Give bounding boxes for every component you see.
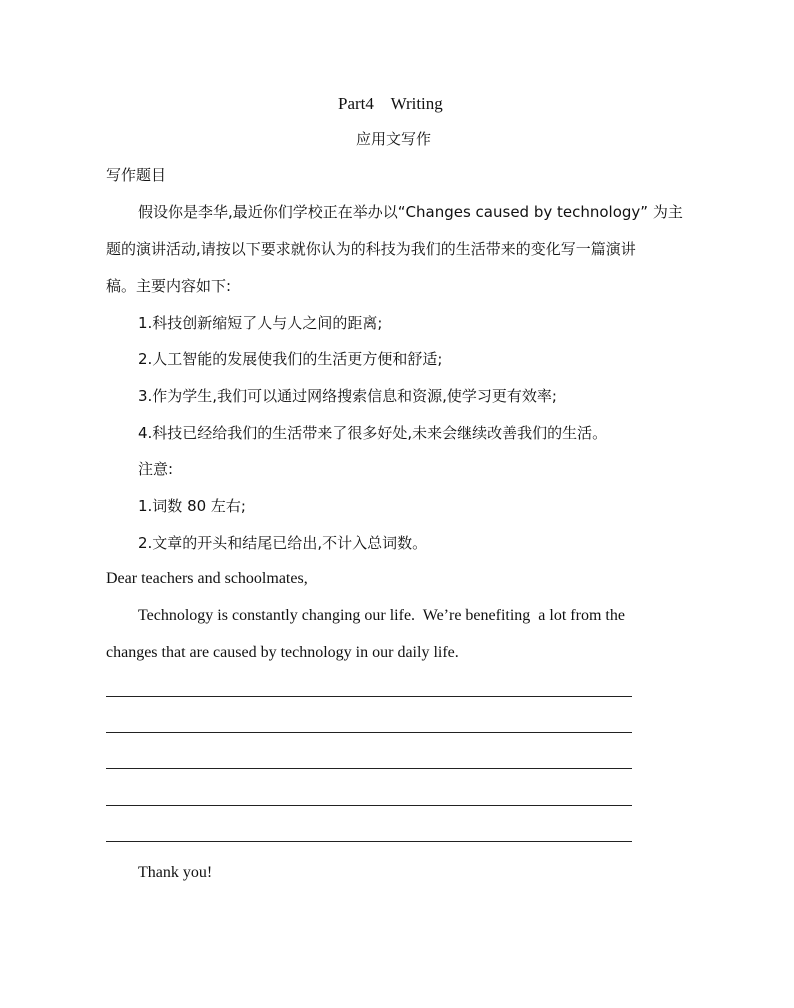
answer-line-5: [106, 841, 632, 842]
essay-greeting: Dear teachers and schoolmates,: [106, 570, 308, 587]
prompt-line-2: 题的演讲活动,请按以下要求就你认为的科技为我们的生活带来的变化写一篇演讲: [106, 240, 636, 258]
essay-opening-line-2: changes that are caused by technology in our daily life.: [106, 644, 459, 661]
section-label: 写作题目: [106, 166, 167, 184]
answer-line-1: [106, 696, 632, 697]
essay-closing: Thank you!: [138, 864, 213, 881]
content-point-1: 1.科技创新缩短了人与人之间的距离;: [138, 314, 383, 332]
answer-line-3: [106, 768, 632, 769]
content-point-4: 4.科技已经给我们的生活带来了很多好处,未来会继续改善我们的生活。: [138, 424, 608, 442]
prompt-line-1: 假设你是李华,最近你们学校正在举办以“Changes caused by technology” 为主: [138, 203, 683, 221]
answer-line-4: [106, 805, 632, 806]
prompt-line-3: 稿。主要内容如下:: [106, 277, 232, 295]
page-subtitle: 应用文写作: [356, 130, 432, 148]
content-point-2: 2.人工智能的发展使我们的生活更方便和舒适;: [138, 350, 443, 368]
essay-opening-line-1: Technology is constantly changing our life. We’re benefiting a lot from the: [138, 607, 625, 624]
note-item-2: 2.文章的开头和结尾已给出,不计入总词数。: [138, 534, 428, 552]
content-point-3: 3.作为学生,我们可以通过网络搜索信息和资源,使学习更有效率;: [138, 387, 557, 405]
page-title: Part4 Writing: [338, 94, 443, 113]
answer-line-2: [106, 732, 632, 733]
note-item-1: 1.词数 80 左右;: [138, 497, 246, 515]
note-label: 注意:: [138, 460, 174, 478]
